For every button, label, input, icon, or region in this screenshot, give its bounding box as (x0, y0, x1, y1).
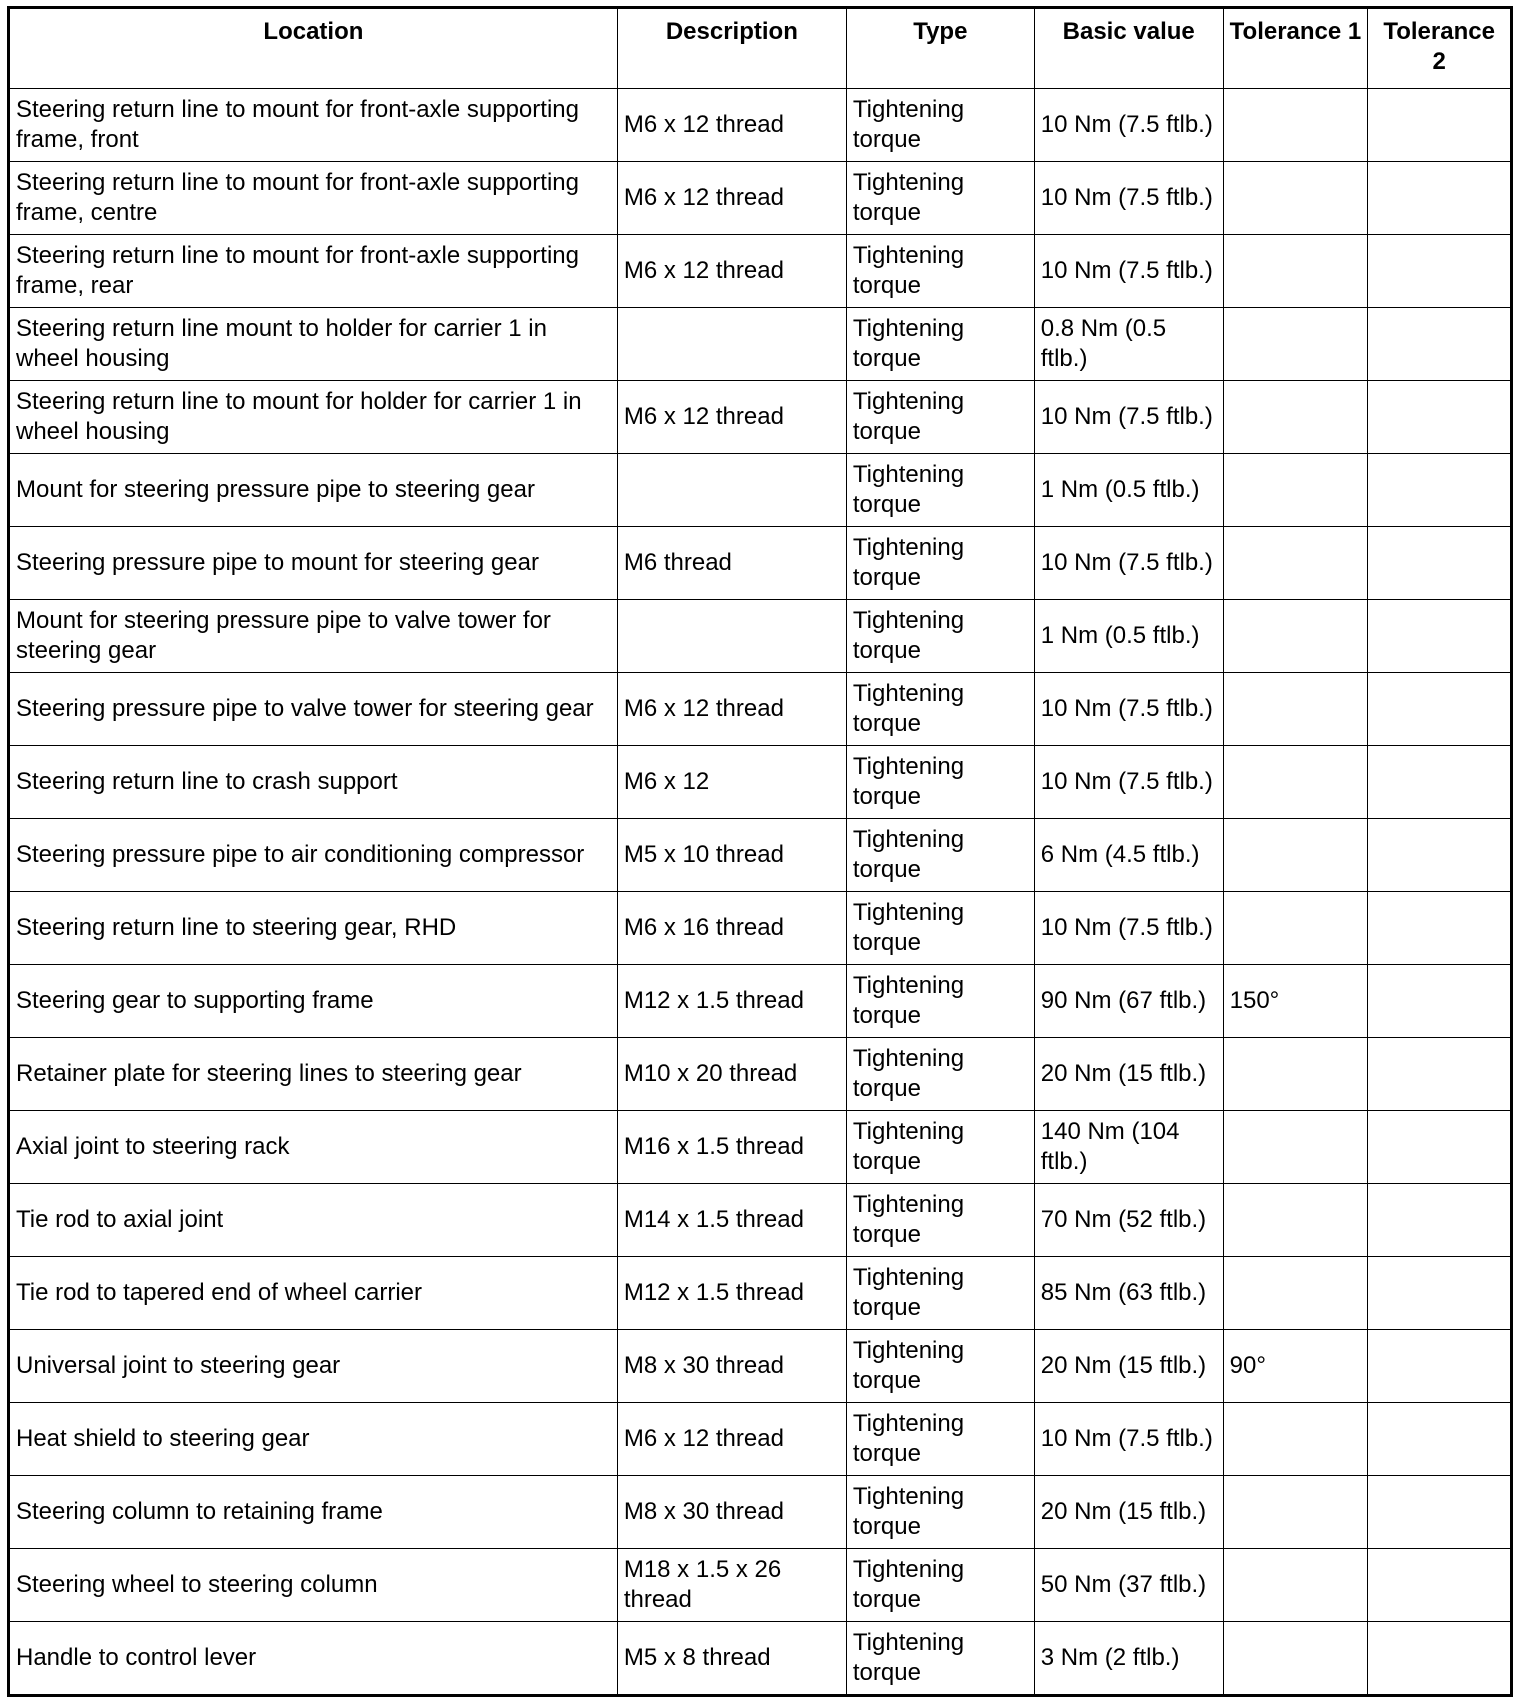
cell-basic-value: 50 Nm (37 ftlb.) (1034, 1549, 1223, 1622)
cell-basic-value: 20 Nm (15 ftlb.) (1034, 1330, 1223, 1403)
cell-type: Tightening torque (846, 892, 1034, 965)
cell-tolerance-1 (1223, 892, 1368, 965)
table-body (9, 89, 1512, 1696)
cell-description: M6 x 12 thread (617, 1403, 846, 1476)
header-basic-value: Basic value (1034, 8, 1223, 89)
cell-type: Tightening torque (846, 673, 1034, 746)
cell-tolerance-1 (1223, 673, 1368, 746)
table-row (9, 1184, 1512, 1257)
cell-basic-value: 10 Nm (7.5 ftlb.) (1034, 381, 1223, 454)
cell-tolerance-1 (1223, 1549, 1368, 1622)
cell-type: Tightening torque (846, 1476, 1034, 1549)
table-row (9, 1257, 1512, 1330)
cell-basic-value: 10 Nm (7.5 ftlb.) (1034, 1403, 1223, 1476)
cell-tolerance-2 (1368, 1403, 1512, 1476)
cell-basic-value: 3 Nm (2 ftlb.) (1034, 1622, 1223, 1696)
table-row (9, 1330, 1512, 1403)
cell-type: Tightening torque (846, 746, 1034, 819)
cell-description: M18 x 1.5 x 26 thread (617, 1549, 846, 1622)
cell-tolerance-1 (1223, 1403, 1368, 1476)
cell-description (617, 308, 846, 381)
cell-type: Tightening torque (846, 527, 1034, 600)
cell-description: M12 x 1.5 thread (617, 965, 846, 1038)
header-description: Description (617, 8, 846, 89)
cell-description: M6 x 12 thread (617, 673, 846, 746)
header-row (9, 8, 1512, 89)
header-type: Type (846, 8, 1034, 89)
cell-description: M6 x 12 thread (617, 235, 846, 308)
torque-spec-table (7, 6, 1513, 1697)
cell-tolerance-2 (1368, 819, 1512, 892)
cell-description: M12 x 1.5 thread (617, 1257, 846, 1330)
cell-type: Tightening torque (846, 162, 1034, 235)
cell-tolerance-2 (1368, 673, 1512, 746)
header-location: Location (9, 8, 618, 89)
cell-description: M5 x 10 thread (617, 819, 846, 892)
cell-tolerance-2 (1368, 1111, 1512, 1184)
table-row (9, 892, 1512, 965)
cell-type: Tightening torque (846, 1184, 1034, 1257)
cell-basic-value: 10 Nm (7.5 ftlb.) (1034, 892, 1223, 965)
table-row (9, 1549, 1512, 1622)
cell-tolerance-2 (1368, 600, 1512, 673)
cell-tolerance-2 (1368, 308, 1512, 381)
table-row (9, 527, 1512, 600)
cell-basic-value: 10 Nm (7.5 ftlb.) (1034, 673, 1223, 746)
cell-type: Tightening torque (846, 89, 1034, 162)
cell-location: Retainer plate for steering lines to steering gear (9, 1038, 618, 1111)
cell-basic-value: 1 Nm (0.5 ftlb.) (1034, 454, 1223, 527)
table-row (9, 235, 1512, 308)
table-row (9, 673, 1512, 746)
cell-description (617, 600, 846, 673)
cell-tolerance-2 (1368, 892, 1512, 965)
cell-location: Steering pressure pipe to valve tower for steering gear (9, 673, 618, 746)
table-row (9, 965, 1512, 1038)
cell-description: M6 x 12 thread (617, 162, 846, 235)
cell-basic-value: 1 Nm (0.5 ftlb.) (1034, 600, 1223, 673)
cell-description (617, 454, 846, 527)
cell-description: M6 x 16 thread (617, 892, 846, 965)
cell-location: Universal joint to steering gear (9, 1330, 618, 1403)
cell-location: Steering return line to steering gear, RHD (9, 892, 618, 965)
cell-location: Steering column to retaining frame (9, 1476, 618, 1549)
torque-spec-sheet (7, 6, 1513, 1697)
cell-tolerance-1: 90° (1223, 1330, 1368, 1403)
cell-location: Mount for steering pressure pipe to valve tower for steering gear (9, 600, 618, 673)
cell-description: M6 x 12 (617, 746, 846, 819)
header-tolerance-2: Tolerance 2 (1368, 8, 1512, 89)
table-row (9, 1476, 1512, 1549)
cell-basic-value: 10 Nm (7.5 ftlb.) (1034, 746, 1223, 819)
cell-basic-value: 0.8 Nm (0.5 ftlb.) (1034, 308, 1223, 381)
table-row (9, 1622, 1512, 1696)
cell-basic-value: 10 Nm (7.5 ftlb.) (1034, 527, 1223, 600)
cell-tolerance-2 (1368, 1622, 1512, 1696)
cell-tolerance-2 (1368, 454, 1512, 527)
cell-tolerance-1 (1223, 819, 1368, 892)
cell-type: Tightening torque (846, 1330, 1034, 1403)
cell-location: Handle to control lever (9, 1622, 618, 1696)
cell-location: Heat shield to steering gear (9, 1403, 618, 1476)
cell-location: Steering pressure pipe to air conditioning compressor (9, 819, 618, 892)
cell-tolerance-2 (1368, 746, 1512, 819)
cell-description: M14 x 1.5 thread (617, 1184, 846, 1257)
cell-basic-value: 140 Nm (104 ftlb.) (1034, 1111, 1223, 1184)
cell-tolerance-1 (1223, 308, 1368, 381)
cell-location: Tie rod to axial joint (9, 1184, 618, 1257)
cell-basic-value: 90 Nm (67 ftlb.) (1034, 965, 1223, 1038)
cell-location: Steering pressure pipe to mount for steering gear (9, 527, 618, 600)
cell-basic-value: 20 Nm (15 ftlb.) (1034, 1038, 1223, 1111)
cell-tolerance-2 (1368, 965, 1512, 1038)
table-row (9, 308, 1512, 381)
cell-description: M6 x 12 thread (617, 89, 846, 162)
cell-type: Tightening torque (846, 1403, 1034, 1476)
cell-tolerance-2 (1368, 1257, 1512, 1330)
cell-description: M16 x 1.5 thread (617, 1111, 846, 1184)
cell-location: Mount for steering pressure pipe to steering gear (9, 454, 618, 527)
cell-location: Steering return line to crash support (9, 746, 618, 819)
cell-location: Steering return line to mount for front-axle supporting frame, front (9, 89, 618, 162)
cell-tolerance-2 (1368, 162, 1512, 235)
cell-basic-value: 85 Nm (63 ftlb.) (1034, 1257, 1223, 1330)
table-row (9, 600, 1512, 673)
cell-tolerance-1 (1223, 454, 1368, 527)
cell-tolerance-1 (1223, 746, 1368, 819)
cell-basic-value: 10 Nm (7.5 ftlb.) (1034, 235, 1223, 308)
cell-tolerance-1 (1223, 381, 1368, 454)
cell-location: Steering return line mount to holder for carrier 1 in wheel housing (9, 308, 618, 381)
cell-basic-value: 10 Nm (7.5 ftlb.) (1034, 162, 1223, 235)
cell-tolerance-2 (1368, 1184, 1512, 1257)
table-row (9, 454, 1512, 527)
cell-type: Tightening torque (846, 1111, 1034, 1184)
cell-type: Tightening torque (846, 1257, 1034, 1330)
cell-description: M10 x 20 thread (617, 1038, 846, 1111)
cell-description: M6 x 12 thread (617, 381, 846, 454)
cell-description: M5 x 8 thread (617, 1622, 846, 1696)
cell-tolerance-2 (1368, 1330, 1512, 1403)
table-row (9, 819, 1512, 892)
cell-tolerance-1: 150° (1223, 965, 1368, 1038)
cell-tolerance-1 (1223, 527, 1368, 600)
cell-type: Tightening torque (846, 965, 1034, 1038)
cell-type: Tightening torque (846, 1549, 1034, 1622)
cell-location: Steering wheel to steering column (9, 1549, 618, 1622)
cell-basic-value: 6 Nm (4.5 ftlb.) (1034, 819, 1223, 892)
cell-tolerance-1 (1223, 1111, 1368, 1184)
cell-tolerance-1 (1223, 1038, 1368, 1111)
cell-tolerance-2 (1368, 1476, 1512, 1549)
table-row (9, 162, 1512, 235)
cell-basic-value: 20 Nm (15 ftlb.) (1034, 1476, 1223, 1549)
cell-location: Steering gear to supporting frame (9, 965, 618, 1038)
table-row (9, 1038, 1512, 1111)
cell-type: Tightening torque (846, 819, 1034, 892)
cell-type: Tightening torque (846, 235, 1034, 308)
cell-tolerance-1 (1223, 600, 1368, 673)
cell-type: Tightening torque (846, 1038, 1034, 1111)
cell-location: Steering return line to mount for front-axle supporting frame, centre (9, 162, 618, 235)
cell-type: Tightening torque (846, 1622, 1034, 1696)
cell-tolerance-2 (1368, 1038, 1512, 1111)
cell-tolerance-2 (1368, 381, 1512, 454)
header-tolerance-1: Tolerance 1 (1223, 8, 1368, 89)
cell-tolerance-1 (1223, 162, 1368, 235)
cell-location: Axial joint to steering rack (9, 1111, 618, 1184)
cell-tolerance-1 (1223, 1257, 1368, 1330)
cell-description: M8 x 30 thread (617, 1330, 846, 1403)
cell-tolerance-1 (1223, 1622, 1368, 1696)
cell-tolerance-2 (1368, 89, 1512, 162)
table-row (9, 1403, 1512, 1476)
cell-location: Steering return line to mount for front-axle supporting frame, rear (9, 235, 618, 308)
cell-type: Tightening torque (846, 381, 1034, 454)
cell-type: Tightening torque (846, 454, 1034, 527)
cell-tolerance-1 (1223, 1476, 1368, 1549)
cell-basic-value: 10 Nm (7.5 ftlb.) (1034, 89, 1223, 162)
cell-tolerance-1 (1223, 1184, 1368, 1257)
cell-basic-value: 70 Nm (52 ftlb.) (1034, 1184, 1223, 1257)
cell-type: Tightening torque (846, 308, 1034, 381)
table-row (9, 381, 1512, 454)
cell-location: Tie rod to tapered end of wheel carrier (9, 1257, 618, 1330)
cell-tolerance-1 (1223, 89, 1368, 162)
cell-location: Steering return line to mount for holder for carrier 1 in wheel housing (9, 381, 618, 454)
cell-type: Tightening torque (846, 600, 1034, 673)
cell-tolerance-2 (1368, 1549, 1512, 1622)
cell-description: M6 thread (617, 527, 846, 600)
cell-tolerance-2 (1368, 527, 1512, 600)
table-row (9, 746, 1512, 819)
table-row (9, 1111, 1512, 1184)
cell-description: M8 x 30 thread (617, 1476, 846, 1549)
cell-tolerance-2 (1368, 235, 1512, 308)
cell-tolerance-1 (1223, 235, 1368, 308)
table-row (9, 89, 1512, 162)
